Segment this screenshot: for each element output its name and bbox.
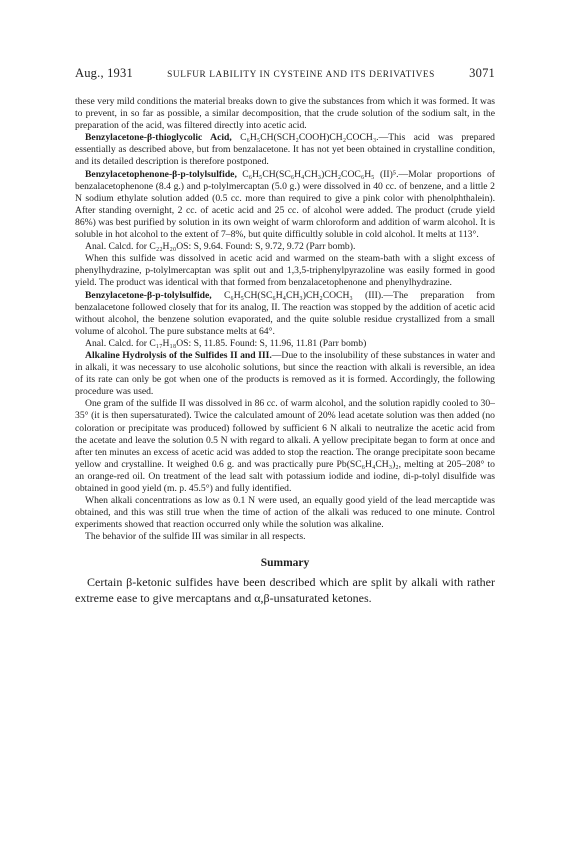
section-heading: Benzylacetone-β-p-tolylsulfide, [85, 289, 212, 301]
paragraph-text: When this sulfide was dissolved in acetic acid and warmed on the steam-bath with a slight excess of phenylhydrazine, p-tolylmercaptan was split out and 1,3,5-triphenylpyrazoline was easily formed in good yield. The product was identical with that formed from benzalacetophenone and phenylhydrazine. [75, 253, 495, 289]
section-heading: Benzylacetophenone-β-p-tolylsulfide, [85, 168, 237, 180]
header-title: SULFUR LABILITY IN CYSTEINE AND ITS DERIVATIVES [167, 70, 435, 80]
section-heading: Benzylacetone-β-thioglycolic Acid, [85, 132, 232, 144]
paragraph-text: C₆H₅CH(SC₆H₄CH₃)CH₂COCH₃ (III).—The preparation from benzalacetone followed closely that for its analog, II. The reaction was stopped by the addition of acetic acid without alcohol, the benzene solution evaporated, and the quite soluble residue crystallized from a small volume of alcohol. The pure substance melts at 64°. [75, 289, 495, 337]
paragraph-text: Anal. Calcd. for C₁₇H₁₈OS: S, 11.85. Found: S, 11.96, 11.81 (Parr bomb) [85, 337, 367, 349]
paragraph [75, 338, 495, 350]
paragraph [75, 96, 495, 132]
running-header [75, 66, 495, 81]
paragraph-text: C₆H₅CH(SC₆H₄CH₃)CH₂COC₆H₅ (II)⁵.—Molar proportions of benzalacetophenone (8.4 g.) and p-tolylmercaptan (5.0 g.) were dissolved in 40 cc. of benzene, and a little 2 N sodium ethylate solution added (0.5 cc. more than required to give a pink color with phenolphthalein). After standing overnight, 2 cc. of acetic acid and 25 cc. of alcohol were added. The product (crude yield 86%) was best purified by solution in its own weight of warm chloroform and addition of warm alcohol. It is soluble in hot alcohol to the extent of 7–8%, but quite difficultly soluble in cold alcohol. It melts at 113°. [75, 168, 495, 241]
paragraph-text: Anal. Calcd. for C₂₂H₂₀OS: S, 9.64. Found: S, 9.72, 9.72 (Parr bomb). [85, 241, 356, 253]
paragraph [75, 290, 495, 338]
paragraph [75, 350, 495, 398]
body-text [75, 96, 495, 543]
summary-heading: Summary [260, 557, 310, 570]
paragraph [75, 241, 495, 253]
paragraph [75, 531, 495, 543]
section-heading: Alkaline Hydrolysis of the Sulfides II and III. [85, 349, 272, 361]
page-number: 3071 [469, 66, 495, 80]
paragraph [75, 132, 495, 168]
header-date: Aug., 1931 [75, 66, 133, 80]
paragraph [75, 495, 495, 531]
paragraph-text: C₆H₅CH(SCH₂COOH)CH₂COCH₃.—This acid was prepared essentially as described above, but from benzalacetone. It has not yet been obtained in crystalline condition, and its detailed description is therefore postponed. [75, 132, 495, 168]
paragraph-text: —Due to the insolubility of these substances in water and in alkali, it was necessary to use alcoholic solutions, but since the reaction with alkali is reversible, an idea of its rate can only be got when one of the products is removed as it is formed. Accordingly, the following procedure was used. [75, 349, 496, 398]
paragraph [75, 398, 495, 495]
paragraph [75, 253, 495, 289]
paragraph [75, 169, 495, 242]
paragraph-text: these very mild conditions the material breaks down to give the substances from which it was formed. It was to prevent, in so far as possible, a similar decomposition, that the crude solution of the sodium salt, in the preparation of the acid, was filtered directly into acetic acid. [75, 96, 495, 132]
paragraph-text: When alkali concentrations as low as 0.1 N were used, an equally good yield of the lead mercaptide was obtained, and this was still true when the time of action of the alkali was reduced to one minute. Control experiments showed that reaction occurred only while the solution was alkaline. [75, 495, 495, 531]
summary-text: Certain β-ketonic sulfides have been described which are split by alkali with rather extreme ease to give mercaptans and α,β-unsaturated ketones. [75, 575, 495, 606]
paragraph-text: One gram of the sulfide II was dissolved in 86 cc. of warm alcohol, and the solution rapidly cooled to 30–35° (it is then supersaturated). Twice the calculated amount of 20% lead acetate solution was then added (no coloration or precipitate was produced) followed by sufficient 6 N alkali to neutralize the acetic acid from the acetate and leave the solution 0.5 N with regard to alkali. A yellow precipitate began to form at once and after ten minutes an excess of acetic acid was added to stop the reaction. The orange precipitate soon became yellow and crystalline. It weighed 0.6 g. and was practically pure Pb(SC₆H₄CH₃)₂, melting at 205–208° to an orange-red oil. On treatment of the lead salt with potassium iodide and iodine, di-p-tolyl disulfide was obtained in good yield (m. p. 45.5°) and fully identified. [75, 398, 495, 494]
paragraph-text: The behavior of the sulfide III was similar in all respects. [85, 531, 306, 543]
